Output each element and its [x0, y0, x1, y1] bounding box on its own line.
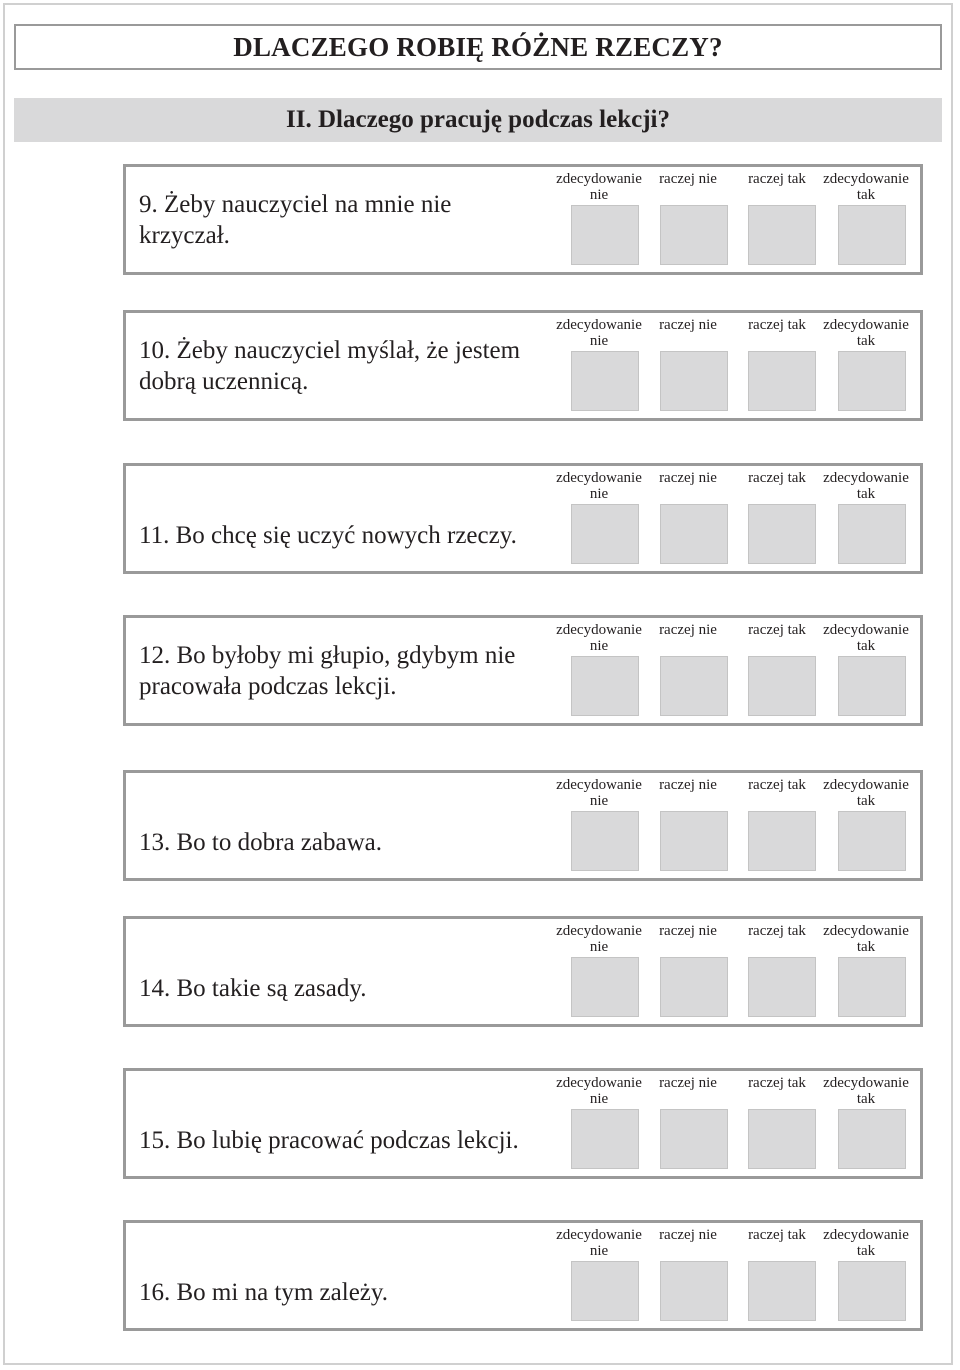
- answer-option-label: zdecydowanie nie: [556, 171, 642, 203]
- answer-checkbox[interactable]: [748, 504, 816, 564]
- answer-option-label: zdecydowanie tak: [823, 1075, 909, 1107]
- answer-checkbox[interactable]: [571, 656, 639, 716]
- answer-option-label: zdecydowanie nie: [556, 923, 642, 955]
- answer-checkbox[interactable]: [838, 351, 906, 411]
- answer-option-label: zdecydowanie tak: [823, 171, 909, 203]
- answer-checkbox[interactable]: [571, 811, 639, 871]
- answer-option: [645, 1075, 731, 1109]
- answer-checkbox[interactable]: [748, 1261, 816, 1321]
- answer-checkbox[interactable]: [571, 1109, 639, 1169]
- answer-option-label: zdecydowanie tak: [823, 317, 909, 349]
- question-text: 15. Bo lubię pracować podczas lekcji.: [139, 1127, 519, 1154]
- answer-checkbox[interactable]: [660, 957, 728, 1017]
- answer-option-label: raczej nie: [659, 622, 717, 638]
- answer-option-label: zdecydowanie tak: [823, 1227, 909, 1259]
- answer-option-label: raczej tak: [748, 923, 806, 939]
- question-text: 12. Bo byłoby mi głupio, gdybym nie pracowała podczas lekcji.: [139, 642, 516, 700]
- question-item: [123, 1220, 923, 1331]
- answer-option: [645, 171, 731, 205]
- answer-checkbox[interactable]: [660, 656, 728, 716]
- answer-option: [645, 923, 731, 957]
- answer-checkbox[interactable]: [660, 811, 728, 871]
- answer-option-label: zdecydowanie nie: [556, 1075, 642, 1107]
- question-item: [123, 770, 923, 881]
- question-item: [123, 310, 923, 421]
- answer-checkbox[interactable]: [748, 811, 816, 871]
- answer-option: [645, 1227, 731, 1261]
- answer-option: [556, 470, 642, 504]
- answer-option: [556, 317, 642, 351]
- answer-checkbox[interactable]: [571, 957, 639, 1017]
- answer-checkbox[interactable]: [660, 351, 728, 411]
- answer-option: [556, 622, 642, 656]
- answer-checkbox[interactable]: [838, 1261, 906, 1321]
- answer-option: [556, 171, 642, 205]
- answer-option-label: raczej tak: [748, 1227, 806, 1243]
- answer-option-label: zdecydowanie nie: [556, 622, 642, 654]
- answer-checkbox[interactable]: [571, 1261, 639, 1321]
- question-text: 10. Żeby nauczyciel myślał, że jestem dobrą uczennicą.: [139, 337, 521, 395]
- answer-option-label: zdecydowanie nie: [556, 470, 642, 502]
- answer-option: [823, 622, 909, 656]
- answer-checkbox[interactable]: [571, 205, 639, 265]
- answer-option: [645, 470, 731, 504]
- question-item: [123, 1068, 923, 1179]
- answer-option-label: raczej tak: [748, 317, 806, 333]
- answer-option-label: raczej nie: [659, 923, 717, 939]
- answer-option-label: raczej nie: [659, 777, 717, 793]
- answer-option: [556, 1075, 642, 1109]
- answer-option: [823, 470, 909, 504]
- answer-checkbox[interactable]: [660, 1109, 728, 1169]
- answer-option: [645, 777, 731, 811]
- answer-option-label: raczej tak: [748, 622, 806, 638]
- answer-option-label: raczej tak: [748, 777, 806, 793]
- answer-option-label: raczej tak: [748, 470, 806, 486]
- answer-option-label: zdecydowanie nie: [556, 1227, 642, 1259]
- answer-checkbox[interactable]: [838, 504, 906, 564]
- question-text: 16. Bo mi na tym zależy.: [139, 1279, 389, 1306]
- answer-option-label: raczej tak: [748, 1075, 806, 1091]
- answer-option-label: raczej nie: [659, 171, 717, 187]
- answer-checkbox[interactable]: [838, 1109, 906, 1169]
- page-title: DLACZEGO ROBIĘ RÓŻNE RZECZY?: [14, 24, 942, 70]
- answer-option-label: zdecydowanie tak: [823, 622, 909, 654]
- answer-option: [823, 777, 909, 811]
- answer-option: [823, 317, 909, 351]
- answer-option: [734, 171, 820, 205]
- answer-option: [823, 171, 909, 205]
- answer-option-label: raczej nie: [659, 470, 717, 486]
- answer-checkbox[interactable]: [660, 1261, 728, 1321]
- answer-option: [556, 1227, 642, 1261]
- answer-option: [734, 1075, 820, 1109]
- answer-option: [645, 317, 731, 351]
- answer-option: [556, 777, 642, 811]
- answer-checkbox[interactable]: [838, 957, 906, 1017]
- answer-checkbox[interactable]: [571, 351, 639, 411]
- question-text: 13. Bo to dobra zabawa.: [139, 829, 382, 856]
- answer-checkbox[interactable]: [660, 205, 728, 265]
- answer-option-label: zdecydowanie tak: [823, 923, 909, 955]
- question-item: [123, 463, 923, 574]
- question-text: 14. Bo takie są zasady.: [139, 975, 367, 1002]
- answer-option-label: zdecydowanie nie: [556, 317, 642, 349]
- answer-option: [734, 1227, 820, 1261]
- answer-option: [734, 923, 820, 957]
- answer-checkbox[interactable]: [748, 957, 816, 1017]
- answer-option: [734, 470, 820, 504]
- answer-checkbox[interactable]: [838, 811, 906, 871]
- question-item: [123, 615, 923, 726]
- answer-option: [823, 1075, 909, 1109]
- answer-option-label: zdecydowanie tak: [823, 470, 909, 502]
- answer-option-label: raczej nie: [659, 1227, 717, 1243]
- answer-checkbox[interactable]: [660, 504, 728, 564]
- answer-checkbox[interactable]: [748, 656, 816, 716]
- answer-option: [734, 777, 820, 811]
- answer-option-label: raczej tak: [748, 171, 806, 187]
- answer-checkbox[interactable]: [838, 205, 906, 265]
- answer-option-label: zdecydowanie nie: [556, 777, 642, 809]
- answer-option-label: raczej nie: [659, 1075, 717, 1091]
- answer-option: [823, 1227, 909, 1261]
- section-heading: II. Dlaczego pracuję podczas lekcji?: [14, 98, 942, 142]
- question-text: 9. Żeby nauczyciel na mnie nie krzyczał.: [139, 191, 452, 249]
- question-item: [123, 164, 923, 275]
- answer-checkbox[interactable]: [748, 1109, 816, 1169]
- answer-option-label: raczej nie: [659, 317, 717, 333]
- answer-checkbox[interactable]: [748, 205, 816, 265]
- answer-option: [556, 923, 642, 957]
- answer-option: [645, 622, 731, 656]
- answer-option: [734, 622, 820, 656]
- answer-checkbox[interactable]: [571, 504, 639, 564]
- answer-option: [734, 317, 820, 351]
- answer-option: [823, 923, 909, 957]
- answer-checkbox[interactable]: [748, 351, 816, 411]
- answer-checkbox[interactable]: [838, 656, 906, 716]
- question-text: 11. Bo chcę się uczyć nowych rzeczy.: [139, 522, 517, 549]
- answer-option-label: zdecydowanie tak: [823, 777, 909, 809]
- question-item: [123, 916, 923, 1027]
